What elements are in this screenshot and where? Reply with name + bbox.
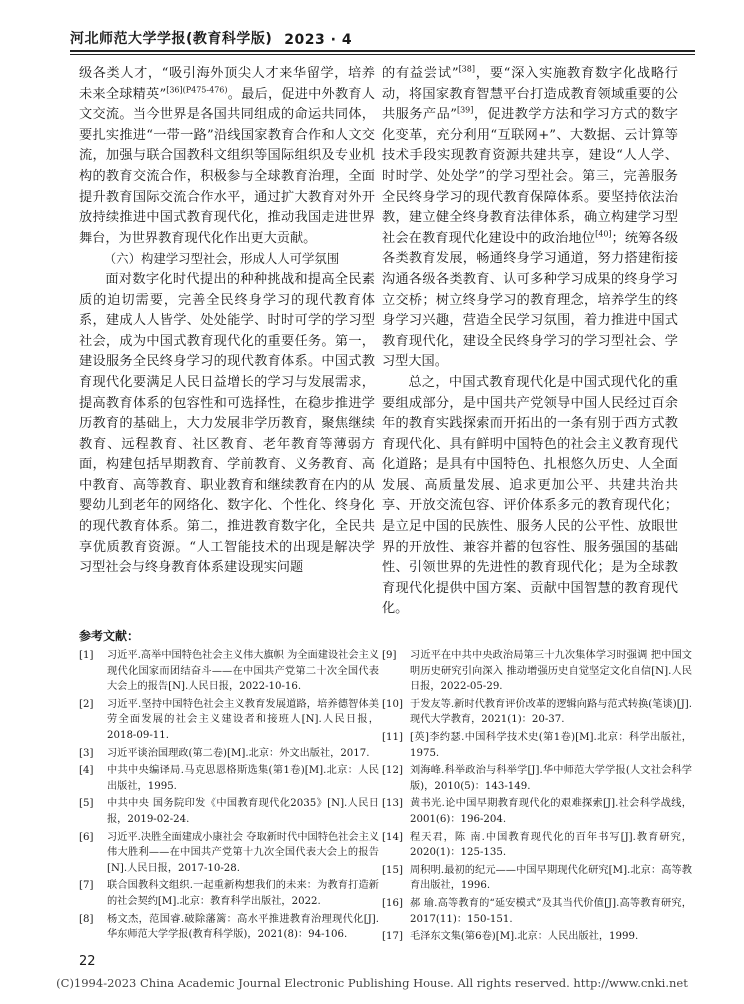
paragraph: 面对数字化时代提出的种种挑战和提高全民素质的迫切需要，完善全民终身学习的现代教育体系，建成人人皆学、处处能学、时时可学的学习型社会，成为中国式教育现代化的重要任务。第一，建设服务全民终身学习的现代教育体系。中国式教育现代化要满足人民日益增长的学习与发展需求，提高教育体系的包容性和可选择性，在稳步推进学历教育的基础上，大力发展非学历教育，聚焦继续教育、远程教育、社区教育、老年教育等薄弱方面，构建包括早期教育、学前教育、义务教育、高中教育、高等教育、职业教育和继续教育在内的从婴幼儿到老年的网络化、数字化、个性化、终身化的现代教育体系。第二，推进教育数字化，全民共享优质教育资源。“人工智能技术的出现是解决学习型社会与终身教育体系建设现实问题 xyxy=(79,271,375,576)
references-right xyxy=(382,648,692,947)
reference-number: [13] xyxy=(382,798,403,810)
reference-text: 习近平谈治国理政(第二卷)[M].北京：外文出版社，2017. xyxy=(107,747,370,759)
reference-number: [16] xyxy=(382,897,403,909)
reference-number: [3] xyxy=(79,747,94,759)
reference-item xyxy=(382,697,692,728)
left-column xyxy=(79,64,375,579)
reference-item xyxy=(382,763,692,794)
reference-item xyxy=(79,796,379,827)
reference-number: [1] xyxy=(79,650,94,661)
reference-number: [9] xyxy=(382,650,397,661)
reference-text: 习近平.决胜全面建成小康社会 夺取新时代中国特色社会主义伟大胜利——在中国共产党第十九次全国代表大会上的报告[N].人民日报，2017-10-28. xyxy=(107,831,379,874)
reference-text: [英]李约瑟.中国科学技术史(第1卷)[M].北京：科学出版社，1975. xyxy=(410,731,692,759)
reference-text: 习近平在中共中央政治局第三十九次集体学习时强调 把中国文明历史研究引向深入 推动增强历史自觉坚定文化自信[N].人民日报，2022-05-29. xyxy=(410,650,692,693)
reference-item xyxy=(382,796,692,827)
reference-item xyxy=(382,863,692,894)
reference-item xyxy=(382,830,692,861)
reference-number: [11] xyxy=(382,731,403,743)
reference-item xyxy=(79,648,379,695)
section-heading: （六）构建学习型社会，形成人人可学氛围 xyxy=(103,251,340,267)
right-column xyxy=(382,64,678,620)
references-left xyxy=(79,648,379,945)
reference-text: 于发友等.新时代教育评价改革的逻辑向路与范式转换(笔谈)[J].现代大学教育，2021(1)：20-37. xyxy=(410,698,692,726)
paragraph: 总之，中国式教育现代化是中国式现代化的重要组成部分，是中国共产党领导中国人民经过百余年的教育实践探索而开拓出的一条有别于西方式教育现代化、具有鲜明中国特色的社会主义教育现代化道路；是具有中国特色、扎根悠久历史、人全面发展、高质量发展、追求更加公平、共建共治共享、开放交流包容、评价体系多元的教育现代化；是立足中国的民族性、服务人民的公平性、放眼世界的开放性、兼容并蓄的包容性、服务强国的基础性、引领世界的先进性的教育现代化；是为全球教育现代化提供中国方案、贡献中国智慧的教育现代化。 xyxy=(382,374,678,617)
reference-item xyxy=(79,878,379,909)
reference-item xyxy=(79,746,379,762)
references-title: 参考文献： xyxy=(79,629,140,643)
reference-number: [10] xyxy=(382,698,403,710)
reference-text: 郝 瑜.高等教育的“延安模式”及其当代价值[J].高等教育研究，2017(11)：150-151. xyxy=(410,897,692,925)
reference-number: [8] xyxy=(79,913,94,925)
paragraph: 的有益尝试”[38]，要“深入实施教育数字化战略行动，将国家教育智慧平台打造成教育领域重要的公共服务产品”[39]，促进教学方法和学习方式的数字化变革，充分利用“互联网+”、大数据、云计算等技术手段实现教育资源共建共享，建设“人人学、时时学、处处学”的学习型社会。第三，完善服务全民终身学习的现代教育保障体系。要坚持依法治教，建立健全终身教育法律体系，确立构建学习型社会在教育现代化建设中的政治地位[40]；统筹各级各类教育发展，畅通终身学习通道，努力搭建衔接沟通各级各类教育、认可多种学习成果的终身学习立交桥；树立终身学习的教育理念，培养学生的终身学习兴趣，营造全民学习氛围，着力推进中国式教育现代化，建设全民终身学习的学习型社会、学习型大国。 xyxy=(382,64,679,370)
reference-text: 黄书光.论中国早期教育现代化的艰难探索[J].社会科学战线，2001(6)：196-204. xyxy=(410,798,692,825)
copyright-footer: (C)1994-2023 China Academic Journal Electronic Publishing House. All rights reserved. http://www.cnki.net xyxy=(56,976,688,990)
reference-text: 周积明.最初的纪元——中国早期现代化研究[M].北京：高等教育出版社，1996. xyxy=(410,864,692,892)
issue-label: 2023 · 4 xyxy=(284,32,353,48)
reference-number: [14] xyxy=(382,831,403,843)
reference-text: 联合国教科文组织.一起重新构想我们的未来：为教育打造新的社会契约[M].北京：教育科学出版社，2022. xyxy=(107,880,379,907)
reference-number: [2] xyxy=(79,698,94,710)
reference-text: 中共中央编译局.马克思恩格斯选集(第1卷)[M].北京：人民出版社，1995. xyxy=(107,765,379,792)
running-header xyxy=(70,22,690,48)
reference-item xyxy=(382,929,692,945)
header-rule-thin xyxy=(70,54,695,55)
journal-title: 河北师范大学学报(教育科学版) xyxy=(70,31,273,47)
reference-item xyxy=(382,648,692,695)
page-number: 22 xyxy=(79,954,96,969)
reference-number: [4] xyxy=(79,765,94,777)
reference-item xyxy=(382,896,692,927)
reference-item xyxy=(79,763,379,794)
reference-number: [12] xyxy=(382,765,403,777)
reference-text: 杨文杰，范国睿.破除藩篱：高水平推进教育治理现代化[J].华东师范大学学报(教育科学版)，2021(8)：94-106. xyxy=(107,913,379,941)
reference-number: [5] xyxy=(79,798,94,810)
reference-text: 刘海峰.科举政治与科举学[J].华中师范大学学报(人文社会科学版)，2010(5)：143-149. xyxy=(410,765,692,792)
reference-item xyxy=(79,912,379,943)
reference-text: 程天君，陈 南.中国教育现代化的百年书写[J].教育研究，2020(1)：125-135. xyxy=(410,831,692,859)
reference-item xyxy=(382,730,692,761)
reference-number: [17] xyxy=(382,931,403,943)
reference-text: 习近平.高举中国特色社会主义伟大旗帜 为全面建设社会主义现代化国家而团结奋斗——在中国共产党第二十次全国代表大会上的报告[N].人民日报，2022-10-16. xyxy=(107,650,379,693)
reference-text: 习近平.坚持中国特色社会主义教育发展道路，培养德智体美劳全面发展的社会主义建设者和接班人[N].人民日报，2018-09-11. xyxy=(107,698,379,741)
reference-text: 毛泽东文集(第6卷)[M].北京：人民出版社，1999. xyxy=(410,931,639,943)
reference-number: [15] xyxy=(382,864,403,876)
reference-item xyxy=(79,830,379,877)
reference-number: [7] xyxy=(79,880,94,892)
header-rule xyxy=(70,50,695,52)
reference-text: 中共中央 国务院印发《中国教育现代化2035》[N].人民日报，2019-02-24. xyxy=(107,798,379,825)
paragraph: 级各类人才，“吸引海外顶尖人才来华留学，培养未来全球精英”$^{[36](P475-476)}$。最后，促进中外教育人文交流。当今世界是各国共同组成的命运共同体，要扎实推进“一带一路”沿线国家教育合作和人文交流，加强与联合国教科文组织等国际组织及专业机构的教育交流合作，积极参与全球教育治理，全面提升教育国际交流合作水平，通过扩大教育对外开放持续推进中国式教育现代化，推动我国走进世界舞台，为世界教育现代化作出更大贡献。 xyxy=(79,66,375,246)
reference-item xyxy=(79,697,379,744)
reference-number: [6] xyxy=(79,831,94,843)
